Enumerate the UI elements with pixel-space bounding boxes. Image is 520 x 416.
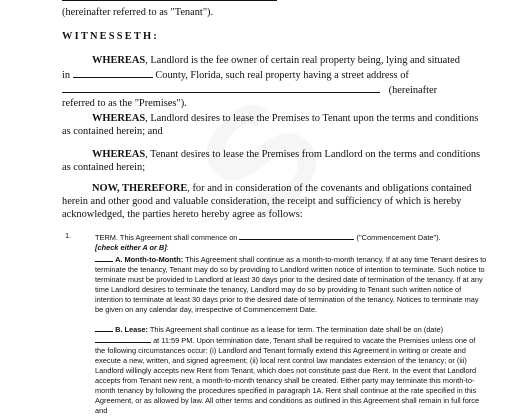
commencement-date-label: ("Commencement Date").: [356, 233, 441, 242]
whereas-paragraph-2: [62, 112, 482, 138]
term-section: [95, 231, 485, 253]
termination-date-blank: [95, 335, 151, 343]
choice-colon: :: [166, 243, 169, 252]
premises-text: referred to as the "Premises").: [62, 98, 187, 109]
whereas-paragraph-3: [62, 148, 482, 174]
term-text: . This Agreement shall commence on: [115, 233, 238, 242]
signature-line-top: [62, 0, 277, 1]
tenant-reference: (hereinafter referred to as "Tenant").: [62, 7, 214, 18]
option-b-checkbox-blank: [95, 324, 113, 332]
whereas-paragraph-1: [62, 54, 482, 110]
month-to-month-heading: A. Month-to-Month:: [115, 255, 184, 264]
option-a-checkbox-blank: [95, 254, 113, 262]
whereas-lead: WHEREAS: [92, 55, 146, 66]
section-number: 1.: [65, 231, 72, 240]
month-to-month-paragraph: [95, 254, 487, 315]
lease-paragraph: [95, 324, 487, 416]
check-choice-note: [check either A or B]: [95, 243, 167, 252]
hereinafter-text: (hereinafter: [388, 85, 438, 96]
lease-text: This Agreement shall continue as a lease for term. The termination date shall be on (date): [149, 325, 444, 334]
now-therefore-lead: NOW, THEREFORE: [92, 183, 188, 194]
now-therefore-paragraph: [62, 182, 482, 221]
in-label: in: [62, 70, 71, 81]
commencement-date-blank: [239, 231, 354, 240]
whereas-lead: WHEREAS: [92, 113, 146, 124]
lease-heading: B. Lease:: [115, 325, 148, 334]
whereas-text: , Tenant desires to lease the Premises from Landlord on the terms and conditions as contained herein;: [62, 149, 481, 173]
whereas-lead: WHEREAS: [92, 149, 146, 160]
whereas-text: , Landlord is the fee owner of certain real property being, lying and situated: [145, 55, 460, 66]
county-text: County, Florida, such real property having a street address of: [155, 70, 409, 81]
address-blank: [62, 82, 380, 93]
whereas-text: , Landlord desires to lease the Premises to Tenant upon the terms and conditions as contained herein; and: [62, 113, 479, 137]
county-blank: [73, 67, 153, 78]
witnesseth-heading: WITNESSETH:: [62, 31, 159, 42]
now-therefore-text: , for and in consideration of the covenants and obligations contained herein and other good and valuable consideration, the receipt and sufficiency of which is hereby acknowledged, the parties hereto hereby agree as follows:: [62, 183, 472, 220]
term-label: TERM: [95, 233, 116, 242]
month-to-month-text: This Agreement shall continue as a month-to-month tenancy. If at any time Tenant desires to terminate the tenancy, Tenant may do so by providing to Landlord written notice of intention to terminate. Such notice to terminate must be provided to Landlord at least 30 days prior to the desired date of termination of the tenancy. If at any time Landlord desires to terminate the tenancy, Landlord may do so by providing to Tenant such written notice of intention to terminate at least 30 days prior to the desired date of termination of the tenancy. Notices to terminate may be given on any calendar day, irrespective of Commencement Date.: [95, 255, 487, 314]
lease-text-continued: at 11:59 PM. Upon termination date, Tenant shall be required to vacate the Premises unless one of the following circumstances occur: (i) Landlord and Tenant formally extend this Agreement in writing or create and execute a new, written, and signed agreement; (ii) local rent control law mandates extension of the tenancy; or (iii) Landlord willingly accepts new Rent from Tenant, which does not constitute past due Rent. In the event that Landlord accepts from Tenant new rent, a month-to-month tenancy shall be created. Either party may terminate this month-to-month tenancy by following the procedures specified in paragraph 1A. Rent shall continue at the rate specified in this Agreement, or as allowed by law. All other terms and conditions as outlined in this Agreement shall remain in full force and: [95, 336, 480, 415]
